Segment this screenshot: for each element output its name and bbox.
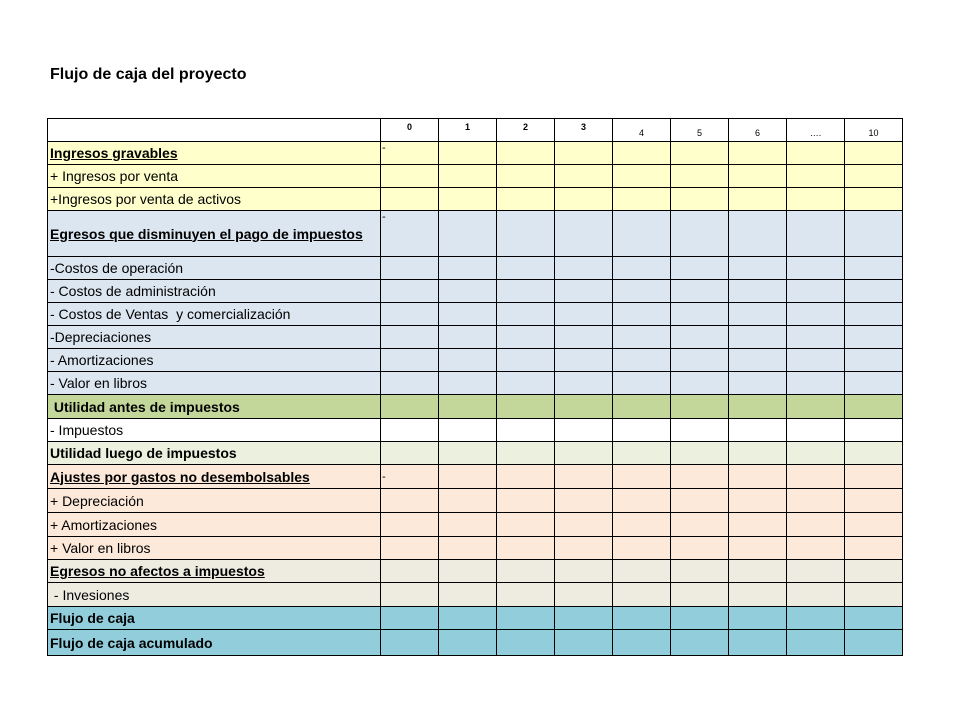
table-row — [48, 395, 903, 419]
table-row — [48, 303, 903, 326]
value-cell[interactable] — [845, 489, 903, 513]
value-cell[interactable] — [613, 537, 671, 560]
value-cell[interactable] — [497, 465, 555, 489]
value-cell[interactable] — [381, 188, 439, 211]
value-cell[interactable] — [439, 489, 497, 513]
row-dash: - — [381, 211, 439, 257]
value-cell[interactable] — [497, 326, 555, 349]
value-cell[interactable] — [439, 142, 497, 165]
row-label: - Costos de Ventas y comercialización — [48, 303, 381, 326]
value-cell[interactable] — [613, 607, 671, 630]
value-cell[interactable] — [555, 372, 613, 395]
value-cell[interactable] — [845, 280, 903, 303]
value-cell[interactable] — [787, 465, 845, 489]
value-cell[interactable] — [613, 395, 671, 419]
value-cell[interactable] — [555, 280, 613, 303]
value-cell[interactable] — [497, 630, 555, 656]
value-cell[interactable] — [613, 489, 671, 513]
row-label: Egresos no afectos a impuestos — [48, 560, 381, 583]
header-year: 1 — [439, 119, 497, 142]
table-row — [48, 513, 903, 537]
value-cell[interactable] — [729, 465, 787, 489]
value-cell[interactable] — [381, 349, 439, 372]
value-cell[interactable] — [729, 442, 787, 465]
value-cell[interactable] — [787, 142, 845, 165]
value-cell[interactable] — [439, 303, 497, 326]
value-cell[interactable] — [671, 280, 729, 303]
value-cell[interactable] — [787, 188, 845, 211]
table-row — [48, 489, 903, 513]
value-cell[interactable] — [671, 372, 729, 395]
table-row — [48, 465, 903, 489]
value-cell[interactable] — [381, 395, 439, 419]
value-cell[interactable] — [613, 280, 671, 303]
value-cell[interactable] — [613, 419, 671, 442]
value-cell[interactable] — [555, 211, 613, 257]
value-cell[interactable] — [439, 513, 497, 537]
value-cell[interactable] — [497, 257, 555, 280]
value-cell[interactable] — [845, 607, 903, 630]
page-title: Flujo de caja del proyecto — [50, 66, 247, 83]
row-label: +Ingresos por venta de activos — [48, 188, 381, 211]
value-cell[interactable] — [381, 630, 439, 656]
value-cell[interactable] — [729, 326, 787, 349]
value-cell[interactable] — [439, 419, 497, 442]
table-row — [48, 280, 903, 303]
row-label: + Valor en libros — [48, 537, 381, 560]
value-cell[interactable] — [729, 419, 787, 442]
value-cell[interactable] — [439, 326, 497, 349]
value-cell[interactable] — [671, 142, 729, 165]
value-cell[interactable] — [613, 442, 671, 465]
value-cell[interactable] — [671, 211, 729, 257]
value-cell[interactable] — [613, 165, 671, 188]
value-cell[interactable] — [613, 349, 671, 372]
value-cell[interactable] — [555, 419, 613, 442]
value-cell[interactable] — [845, 257, 903, 280]
value-cell[interactable] — [671, 560, 729, 583]
value-cell[interactable] — [613, 560, 671, 583]
value-cell[interactable] — [787, 349, 845, 372]
value-cell[interactable] — [787, 583, 845, 607]
value-cell[interactable] — [613, 630, 671, 656]
row-label: -Depreciaciones — [48, 326, 381, 349]
value-cell[interactable] — [729, 211, 787, 257]
value-cell[interactable] — [613, 372, 671, 395]
value-cell[interactable] — [613, 583, 671, 607]
header-year: 6 — [729, 119, 787, 142]
value-cell[interactable] — [439, 211, 497, 257]
value-cell[interactable] — [613, 188, 671, 211]
value-cell[interactable] — [555, 607, 613, 630]
value-cell[interactable] — [439, 188, 497, 211]
value-cell[interactable] — [845, 142, 903, 165]
row-label: - Invesiones — [48, 583, 381, 607]
value-cell[interactable] — [555, 513, 613, 537]
value-cell[interactable] — [555, 630, 613, 656]
value-cell[interactable] — [845, 465, 903, 489]
value-cell[interactable] — [439, 280, 497, 303]
value-cell[interactable] — [381, 303, 439, 326]
value-cell[interactable] — [787, 395, 845, 419]
value-cell[interactable] — [787, 419, 845, 442]
value-cell[interactable] — [729, 607, 787, 630]
row-dash: - — [381, 142, 439, 165]
table-row — [48, 607, 903, 630]
value-cell[interactable] — [613, 142, 671, 165]
value-cell[interactable] — [381, 372, 439, 395]
value-cell[interactable] — [845, 419, 903, 442]
value-cell[interactable] — [555, 257, 613, 280]
table-row — [48, 560, 903, 583]
header-year: …. — [787, 119, 845, 142]
value-cell[interactable] — [497, 442, 555, 465]
cash-flow-table — [47, 118, 903, 656]
value-cell[interactable] — [439, 442, 497, 465]
value-cell[interactable] — [671, 326, 729, 349]
value-cell[interactable] — [671, 257, 729, 280]
value-cell[interactable] — [613, 211, 671, 257]
value-cell[interactable] — [439, 537, 497, 560]
row-label: Flujo de caja — [48, 607, 381, 630]
value-cell[interactable] — [845, 537, 903, 560]
value-cell[interactable] — [497, 395, 555, 419]
value-cell[interactable] — [787, 630, 845, 656]
value-cell[interactable] — [671, 188, 729, 211]
value-cell[interactable] — [555, 188, 613, 211]
value-cell[interactable] — [497, 372, 555, 395]
value-cell[interactable] — [671, 442, 729, 465]
value-cell[interactable] — [555, 442, 613, 465]
value-cell[interactable] — [845, 372, 903, 395]
value-cell[interactable] — [613, 257, 671, 280]
value-cell[interactable] — [845, 442, 903, 465]
value-cell[interactable] — [729, 165, 787, 188]
table-row — [48, 583, 903, 607]
value-cell[interactable] — [729, 349, 787, 372]
value-cell[interactable] — [787, 303, 845, 326]
value-cell[interactable] — [845, 165, 903, 188]
header-corner-cell — [48, 119, 381, 142]
value-cell[interactable] — [845, 303, 903, 326]
value-cell[interactable] — [671, 395, 729, 419]
value-cell[interactable] — [555, 560, 613, 583]
value-cell[interactable] — [787, 211, 845, 257]
value-cell[interactable] — [497, 560, 555, 583]
value-cell[interactable] — [729, 303, 787, 326]
value-cell[interactable] — [555, 142, 613, 165]
value-cell[interactable] — [845, 326, 903, 349]
value-cell[interactable] — [845, 395, 903, 419]
row-label: - Impuestos — [48, 419, 381, 442]
value-cell[interactable] — [439, 630, 497, 656]
value-cell[interactable] — [671, 419, 729, 442]
value-cell[interactable] — [787, 537, 845, 560]
value-cell[interactable] — [439, 395, 497, 419]
row-label: Egresos que disminuyen el pago de impuestos — [48, 211, 381, 257]
row-label: -Costos de operación — [48, 257, 381, 280]
value-cell[interactable] — [729, 537, 787, 560]
table-row — [48, 142, 903, 165]
header-year: 0 — [381, 119, 439, 142]
row-label: + Depreciación — [48, 489, 381, 513]
table-row — [48, 188, 903, 211]
value-cell[interactable] — [497, 349, 555, 372]
value-cell[interactable] — [845, 583, 903, 607]
table-row — [48, 372, 903, 395]
row-label: Ajustes por gastos no desembolsables — [48, 465, 381, 489]
value-cell[interactable] — [555, 326, 613, 349]
value-cell[interactable] — [555, 349, 613, 372]
value-cell[interactable] — [439, 165, 497, 188]
header-year: 3 — [555, 119, 613, 142]
row-label: Ingresos gravables — [48, 142, 381, 165]
value-cell[interactable] — [845, 188, 903, 211]
row-label: - Costos de administración — [48, 280, 381, 303]
table-row — [48, 211, 903, 257]
value-cell[interactable] — [729, 395, 787, 419]
value-cell[interactable] — [787, 280, 845, 303]
value-cell[interactable] — [845, 560, 903, 583]
row-label: Utilidad antes de impuestos — [48, 395, 381, 419]
value-cell[interactable] — [439, 607, 497, 630]
value-cell[interactable] — [613, 303, 671, 326]
value-cell[interactable] — [613, 465, 671, 489]
header-year: 2 — [497, 119, 555, 142]
value-cell[interactable] — [497, 419, 555, 442]
table-row — [48, 349, 903, 372]
value-cell[interactable] — [381, 326, 439, 349]
header-year: 4 — [613, 119, 671, 142]
row-label: Flujo de caja acumulado — [48, 630, 381, 656]
value-cell[interactable] — [729, 188, 787, 211]
value-cell[interactable] — [787, 326, 845, 349]
value-cell[interactable] — [439, 560, 497, 583]
value-cell[interactable] — [381, 583, 439, 607]
value-cell[interactable] — [729, 372, 787, 395]
value-cell[interactable] — [555, 583, 613, 607]
value-cell[interactable] — [497, 513, 555, 537]
value-cell[interactable] — [439, 465, 497, 489]
value-cell[interactable] — [729, 513, 787, 537]
value-cell[interactable] — [555, 395, 613, 419]
value-cell[interactable] — [729, 560, 787, 583]
value-cell[interactable] — [613, 513, 671, 537]
table-row — [48, 419, 903, 442]
value-cell[interactable] — [555, 303, 613, 326]
value-cell[interactable] — [729, 280, 787, 303]
value-cell[interactable] — [497, 142, 555, 165]
value-cell[interactable] — [671, 465, 729, 489]
value-cell[interactable] — [671, 303, 729, 326]
value-cell[interactable] — [381, 489, 439, 513]
value-cell[interactable] — [845, 513, 903, 537]
value-cell[interactable] — [381, 513, 439, 537]
row-label: - Amortizaciones — [48, 349, 381, 372]
value-cell[interactable] — [381, 280, 439, 303]
row-label: Utilidad luego de impuestos — [48, 442, 381, 465]
value-cell[interactable] — [555, 165, 613, 188]
value-cell[interactable] — [439, 583, 497, 607]
row-label: - Valor en libros — [48, 372, 381, 395]
value-cell[interactable] — [845, 630, 903, 656]
value-cell[interactable] — [729, 257, 787, 280]
value-cell[interactable] — [381, 537, 439, 560]
value-cell[interactable] — [555, 537, 613, 560]
value-cell[interactable] — [439, 372, 497, 395]
value-cell[interactable] — [497, 607, 555, 630]
table-row — [48, 630, 903, 656]
value-cell[interactable] — [497, 280, 555, 303]
value-cell[interactable] — [787, 607, 845, 630]
value-cell[interactable] — [671, 489, 729, 513]
value-cell[interactable] — [497, 537, 555, 560]
value-cell[interactable] — [729, 630, 787, 656]
value-cell[interactable] — [381, 165, 439, 188]
table-row — [48, 326, 903, 349]
header-year: 5 — [671, 119, 729, 142]
table-row — [48, 537, 903, 560]
value-cell[interactable] — [381, 607, 439, 630]
value-cell[interactable] — [845, 211, 903, 257]
value-cell[interactable] — [439, 349, 497, 372]
value-cell[interactable] — [555, 489, 613, 513]
value-cell[interactable] — [787, 560, 845, 583]
value-cell[interactable] — [497, 583, 555, 607]
row-label: + Amortizaciones — [48, 513, 381, 537]
value-cell[interactable] — [381, 442, 439, 465]
value-cell[interactable] — [671, 349, 729, 372]
value-cell[interactable] — [729, 142, 787, 165]
table-row — [48, 257, 903, 280]
value-cell[interactable] — [381, 560, 439, 583]
value-cell[interactable] — [381, 257, 439, 280]
header-row — [48, 119, 903, 142]
value-cell[interactable] — [787, 165, 845, 188]
row-label: + Ingresos por venta — [48, 165, 381, 188]
value-cell[interactable] — [613, 326, 671, 349]
value-cell[interactable] — [729, 583, 787, 607]
value-cell[interactable] — [497, 165, 555, 188]
value-cell[interactable] — [497, 188, 555, 211]
value-cell[interactable] — [787, 513, 845, 537]
value-cell[interactable] — [787, 442, 845, 465]
value-cell[interactable] — [439, 257, 497, 280]
value-cell[interactable] — [671, 583, 729, 607]
value-cell[interactable] — [555, 465, 613, 489]
table-row — [48, 165, 903, 188]
value-cell[interactable] — [497, 211, 555, 257]
value-cell[interactable] — [787, 489, 845, 513]
value-cell[interactable] — [381, 419, 439, 442]
value-cell[interactable] — [671, 630, 729, 656]
value-cell[interactable] — [497, 489, 555, 513]
value-cell[interactable] — [671, 607, 729, 630]
value-cell[interactable] — [671, 513, 729, 537]
value-cell[interactable] — [787, 372, 845, 395]
table-row — [48, 442, 903, 465]
header-year: 10 — [845, 119, 903, 142]
value-cell[interactable] — [729, 489, 787, 513]
value-cell[interactable] — [497, 303, 555, 326]
row-dash: - — [381, 465, 439, 489]
value-cell[interactable] — [845, 349, 903, 372]
value-cell[interactable] — [787, 257, 845, 280]
value-cell[interactable] — [671, 165, 729, 188]
value-cell[interactable] — [671, 537, 729, 560]
